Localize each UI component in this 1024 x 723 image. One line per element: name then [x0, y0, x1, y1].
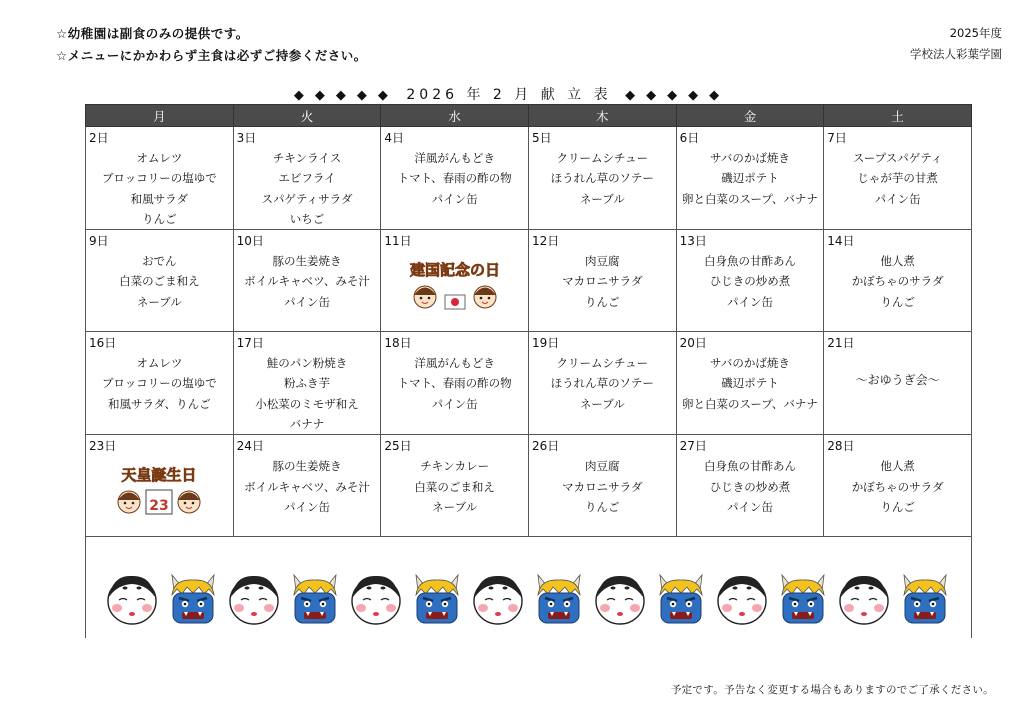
- menu-title: [0, 84, 1024, 104]
- japan-flag-icon: [445, 295, 465, 309]
- holiday-illustration: [111, 460, 207, 522]
- menu-calendar: [85, 104, 972, 638]
- day-cell: [233, 230, 381, 332]
- menu-item: ボイルキャベツ、みそ汁: [244, 274, 370, 289]
- day-cell: [824, 230, 972, 332]
- okame-icon: [347, 569, 405, 627]
- calendar-body: [86, 127, 972, 639]
- day-cell: [381, 435, 529, 537]
- day-date: 13日: [679, 234, 707, 249]
- day-cell: [86, 435, 234, 537]
- menu-item: ほうれん草のソテー: [550, 171, 654, 186]
- menu-item: パイン缶: [431, 191, 478, 206]
- menu-item: 白菜のごま和え: [414, 479, 495, 494]
- menu-items: [529, 251, 676, 312]
- okame-icon: [225, 569, 283, 627]
- menu-item: 他人煮: [880, 254, 915, 269]
- menu-item: エビフライ: [278, 171, 336, 186]
- menu-item: パイン缶: [283, 294, 330, 309]
- menu-item: 和風サラダ: [130, 191, 189, 206]
- day-date: 12日: [531, 234, 560, 249]
- menu-item: ネーブル: [432, 499, 478, 514]
- oni-icon: [774, 569, 832, 627]
- menu-items: [529, 353, 676, 414]
- day-cell: [824, 127, 972, 230]
- day-cell: [233, 435, 381, 537]
- day-cell: [528, 230, 676, 332]
- menu-item: ほうれん草のソテー: [550, 376, 654, 391]
- menu-item: スパゲティサラダ: [261, 191, 353, 206]
- okame-icon: [835, 569, 893, 627]
- day-date: 2日: [89, 131, 109, 145]
- oni-icon: [408, 569, 466, 627]
- okame-icon: [469, 569, 527, 627]
- menu-items: [677, 456, 824, 517]
- day-date: 25日: [384, 439, 412, 454]
- menu-item: かぼちゃのサラダ: [851, 274, 944, 289]
- child-face-icon: [474, 286, 496, 308]
- day-cell: [824, 435, 972, 537]
- menu-item: いちご: [289, 211, 325, 226]
- day-cell: [528, 332, 676, 435]
- day-cell: [233, 332, 381, 435]
- day-cell: [676, 127, 824, 230]
- decoration-row: [86, 537, 972, 639]
- menu-item: サバのかば焼き: [710, 151, 790, 165]
- menu-items: [86, 251, 233, 312]
- note-bring-staple-food: ☆メニューにかかわらず主食は必ずご持参ください。: [56, 48, 367, 63]
- day-date: 11日: [384, 234, 412, 249]
- menu-items: [86, 353, 233, 414]
- day-date: 9日: [89, 234, 109, 249]
- holiday-illustration: [407, 255, 503, 317]
- day-date: 24日: [236, 439, 264, 454]
- day-cell: [381, 332, 529, 435]
- menu-item: オムレツ: [136, 356, 183, 371]
- day-date: 21日: [827, 336, 855, 351]
- day-date: 20日: [679, 336, 707, 351]
- menu-item: パイン缶: [874, 191, 921, 206]
- week-row: [86, 332, 972, 435]
- okame-icon: [713, 569, 771, 627]
- menu-item: 他人煮: [880, 459, 915, 474]
- menu-item: パイン缶: [726, 499, 773, 514]
- day-date: 28日: [827, 439, 855, 454]
- menu-item: クリームシチュー: [556, 151, 649, 165]
- event-label: ～おゆうぎ会～: [855, 373, 940, 388]
- menu-items: [677, 353, 824, 414]
- menu-item: 和風サラダ、りんご: [107, 396, 211, 411]
- menu-item: トマト、春雨の酢の物: [397, 171, 512, 186]
- menu-item: 卵と白菜のスープ、バナナ: [681, 396, 818, 411]
- weekday-header: 水: [381, 105, 529, 127]
- menu-item: チキンライス: [272, 151, 342, 165]
- menu-item: りんご: [585, 499, 620, 514]
- day-date: 27日: [679, 439, 707, 454]
- menu-items: [381, 148, 528, 209]
- menu-item: 小松菜のミモザ和え: [255, 396, 359, 411]
- menu-item: ひじきの炒め煮: [709, 479, 791, 494]
- menu-item: オムレツ: [136, 151, 183, 165]
- menu-items: [234, 148, 381, 229]
- note-side-dish-only: ☆幼稚園は副食のみの提供です。: [56, 26, 249, 41]
- menu-item: クリームシチュー: [556, 356, 649, 371]
- menu-item: 白菜のごま和え: [119, 274, 200, 289]
- day-cell: [824, 332, 972, 435]
- weekday-header-row: [86, 105, 972, 127]
- day-cell: [86, 332, 234, 435]
- setsubun-decoration: [86, 537, 972, 639]
- menu-item: りんご: [880, 294, 915, 309]
- menu-item: 洋風がんもどき: [414, 356, 495, 371]
- oni-icon: [896, 569, 954, 627]
- okame-icon: [591, 569, 649, 627]
- weekday-header: 金: [676, 105, 824, 127]
- oni-icon: [530, 569, 588, 627]
- title-diamonds-left: ◆◆◆◆◆: [293, 88, 399, 103]
- week-row: [86, 435, 972, 537]
- day-date: 5日: [531, 131, 552, 145]
- day-date: 23日: [89, 439, 117, 454]
- weekday-header: 土: [824, 105, 972, 127]
- menu-item: 白身魚の甘酢あん: [703, 459, 796, 474]
- title-diamonds-right: ◆◆◆◆◆: [625, 88, 731, 103]
- menu-items: [529, 148, 676, 209]
- menu-item: りんご: [142, 211, 177, 226]
- calendar-page-number: 23: [149, 498, 170, 515]
- menu-item: おでん: [142, 254, 177, 269]
- menu-items: [529, 456, 676, 517]
- holiday-name: 建国記念の日: [409, 261, 500, 280]
- day-date: 10日: [236, 234, 264, 249]
- day-date: 4日: [384, 131, 404, 145]
- face-strip: [86, 537, 971, 627]
- day-cell: [676, 230, 824, 332]
- menu-item: 白身魚の甘酢あん: [703, 254, 796, 269]
- day-date: 6日: [679, 131, 700, 145]
- menu-item: 磯辺ポテト: [721, 376, 779, 391]
- menu-items: [677, 148, 824, 209]
- menu-items: [824, 251, 971, 312]
- child-face-icon: [414, 286, 436, 308]
- day-date: 14日: [827, 234, 855, 249]
- menu-item: チキンカレー: [420, 459, 490, 474]
- weekday-header: 月: [86, 105, 234, 127]
- menu-item: 肉豆腐: [585, 254, 620, 269]
- menu-item: ネーブル: [136, 294, 182, 309]
- day-cell: [233, 127, 381, 230]
- menu-items: [381, 456, 528, 517]
- menu-item: ひじきの炒め煮: [709, 274, 791, 289]
- menu-items: [234, 353, 381, 434]
- oni-icon: [286, 569, 344, 627]
- day-date: 19日: [531, 336, 560, 351]
- menu-item: じゃが芋の甘煮: [857, 171, 938, 186]
- menu-item: ブロッコリーの塩ゆで: [101, 171, 217, 186]
- menu-item: ネーブル: [579, 191, 625, 206]
- holiday-name: 天皇誕生日: [121, 466, 197, 485]
- fiscal-year: 2025年度: [949, 26, 1002, 40]
- day-date: 7日: [827, 131, 847, 145]
- menu-item: ボイルキャベツ、みそ汁: [244, 479, 370, 494]
- menu-item: 粉ふき芋: [283, 376, 330, 391]
- day-cell: [676, 332, 824, 435]
- menu-items: [234, 251, 381, 312]
- menu-item: かぼちゃのサラダ: [851, 479, 944, 494]
- menu-item: ブロッコリーの塩ゆで: [101, 376, 217, 391]
- menu-item: りんご: [880, 499, 915, 514]
- menu-item: 鮭のパン粉焼き: [266, 356, 348, 371]
- day-cell: [86, 127, 234, 230]
- menu-items: [824, 456, 971, 517]
- menu-item: サバのかば焼き: [710, 356, 790, 371]
- menu-items: [234, 456, 381, 517]
- menu-item: トマト、春雨の酢の物: [397, 376, 512, 391]
- menu-item: バナナ: [289, 417, 325, 432]
- day-date: 17日: [236, 336, 264, 351]
- menu-item: りんご: [585, 294, 620, 309]
- footer-note: 予定です。予告なく変更する場合もありますのでご了承ください。: [670, 684, 994, 696]
- day-cell: [381, 127, 529, 230]
- menu-item: パイン缶: [726, 294, 773, 309]
- menu-items: [86, 148, 233, 229]
- calendar-page-icon: [146, 490, 172, 514]
- menu-item: マカロニサラダ: [562, 479, 643, 494]
- day-date: 16日: [89, 336, 117, 351]
- menu-items: [381, 353, 528, 414]
- menu-item: 卵と白菜のスープ、バナナ: [681, 191, 818, 206]
- menu-item: パイン缶: [283, 499, 330, 514]
- menu-item: 豚の生姜焼き: [272, 254, 342, 269]
- menu-item: 豚の生姜焼き: [272, 459, 342, 474]
- menu-item: パイン缶: [431, 396, 478, 411]
- okame-icon: [103, 569, 161, 627]
- day-cell: [86, 230, 234, 332]
- day-cell: [676, 435, 824, 537]
- oni-icon: [652, 569, 710, 627]
- menu-item: 洋風がんもどき: [414, 151, 495, 165]
- menu-items: [824, 148, 971, 209]
- day-date: 18日: [384, 336, 412, 351]
- menu-item: 肉豆腐: [585, 459, 620, 474]
- weekday-header: 火: [233, 105, 381, 127]
- child-face-icon: [178, 491, 200, 513]
- weekday-header: 木: [528, 105, 676, 127]
- menu-item: ネーブル: [579, 396, 625, 411]
- week-row: [86, 230, 972, 332]
- week-row: [86, 127, 972, 230]
- day-cell: [381, 230, 529, 332]
- day-date: 3日: [236, 131, 257, 145]
- school-name: 学校法人彩葉学園: [910, 47, 1002, 61]
- day-date: 26日: [531, 439, 560, 454]
- oni-icon: [164, 569, 222, 627]
- menu-item: スープスパゲティ: [852, 151, 943, 165]
- menu-item: 磯辺ポテト: [721, 171, 779, 186]
- menu-items: [677, 251, 824, 312]
- day-cell: [528, 435, 676, 537]
- menu-item: マカロニサラダ: [562, 274, 643, 289]
- child-face-icon: [118, 491, 140, 513]
- title-text: 2026 年 2 月 献 立 表: [406, 87, 612, 103]
- day-cell: [528, 127, 676, 230]
